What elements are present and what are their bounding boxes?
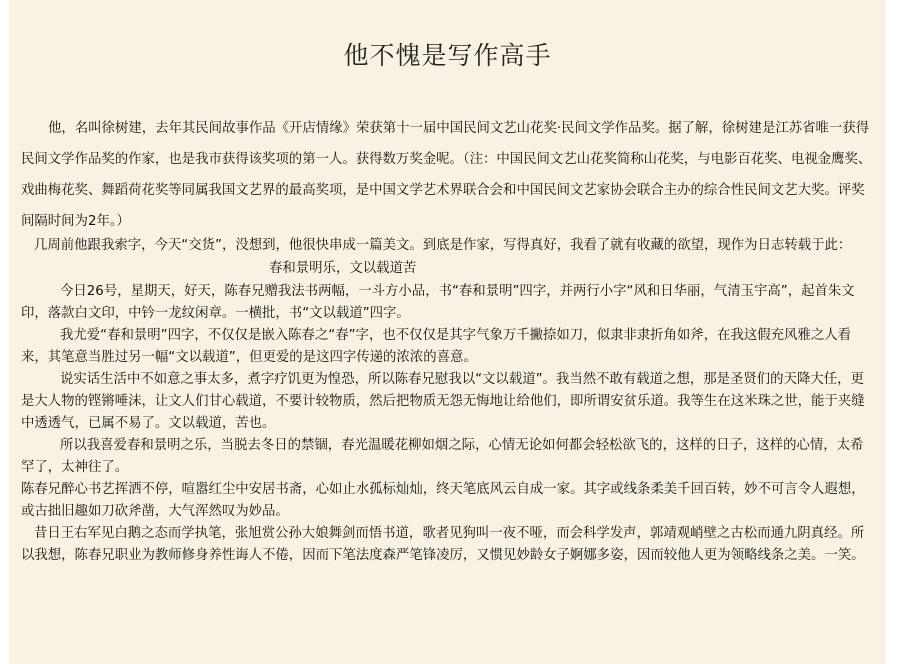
body-paragraph-calligraphy: 陈春兄醉心书艺挥洒不停，喧嚣红尘中安居书斋，心如止水孤标灿灿，终天笔底风云自成一家。其字或线条柔美千回百转，妙不可言令人遐想，或古拙旧趣如刀砍斧凿，大气浑然叹为妙品。 [21,482,865,519]
body-paragraph-joy: 所以我喜爱春和景明之乐，当脱去冬日的禁锢，春光温暖花柳如烟之际，心情无论如何都会轻松欲飞的，这样的日子，这样的心情，太希罕了，太神往了。 [21,438,864,475]
article-page [9,0,886,664]
body-paragraph-gift: 今日26号，星期天，好天，陈春兄赠我法书两幅，一斗方小品，书“春和景明”四字，并两行小字“风和日华丽，气清玉宇高”，起首朱文印，落款白文印，中钤一龙纹闲章。一横批，书“文以载道”四字。 [21,284,855,321]
article-title: 他不愧是写作高手 [343,41,552,70]
body-paragraph-love: 我尤爱“春和景明”四字，不仅仅是嵌入陈春之“春”字，也不仅仅是其字气象万千撇捺如刀，似隶非隶折角如斧，在我这假充风雅之人看来，其笔意当胜过另一幅“文以载道”，但更爱的是这四字传递的浓浓的喜意。 [21,328,852,365]
body-paragraph-life: 说实话生活中不如意之事太多，煮字疗饥更为惶恐，所以陈春兄慰我以“文以载道”。我当然不敢有载道之想，那是圣贤们的天降大任，更是大人物的铿锵唾沫，让文人们甘心载道，不要计较物质，然后把物质无怨无悔地让给他们，即所谓安贫乐道。我等生在这米珠之世，能于夹缝中透透气，已属不易了。文以载道，苦也。 [21,372,865,431]
body-paragraph-repost-note: 几周前他跟我索字，今天“交货”，没想到，他很快串成一篇美文。到底是作家，写得真好，我看了就有收藏的欲望，现作为日志转载于此： [34,238,852,253]
essay-subtitle: 春和景明乐，文以载道苦 [269,261,417,276]
body-paragraph-history: 昔日王右军见白鹅之态而学执笔，张旭赏公孙大娘舞剑而悟书道，歌者见狗叫一夜不哑，而会科学发声，郭靖观峭壁之古松而通九阴真经。所以我想，陈春兄职业为教师修身养性诲人不倦，因而下笔法度森严笔锋凌厉，又惯见妙龄女子婀娜多姿，因而较他人更为领略线条之美。一笑。 [21,526,865,563]
intro-paragraph: 他，名叫徐树建，去年其民间故事作品《开店情缘》荣获第十一届中国民间文艺山花奖·民间文学作品奖。据了解，徐树建是江苏省唯一获得民间文学作品奖的作家，也是我市获得该奖项的第一人。获得数万奖金呢。（注：中国民间文艺山花奖简称山花奖，与电影百花奖、电视金鹰奖、戏曲梅花奖、舞蹈荷花奖等同属我国文艺界的最高奖项，是中国文学艺术界联合会和中国民间文艺家协会联合主办的综合性民间文艺大奖。评奖间隔时间为2年。） [21,121,872,229]
article-body [21,113,873,567]
